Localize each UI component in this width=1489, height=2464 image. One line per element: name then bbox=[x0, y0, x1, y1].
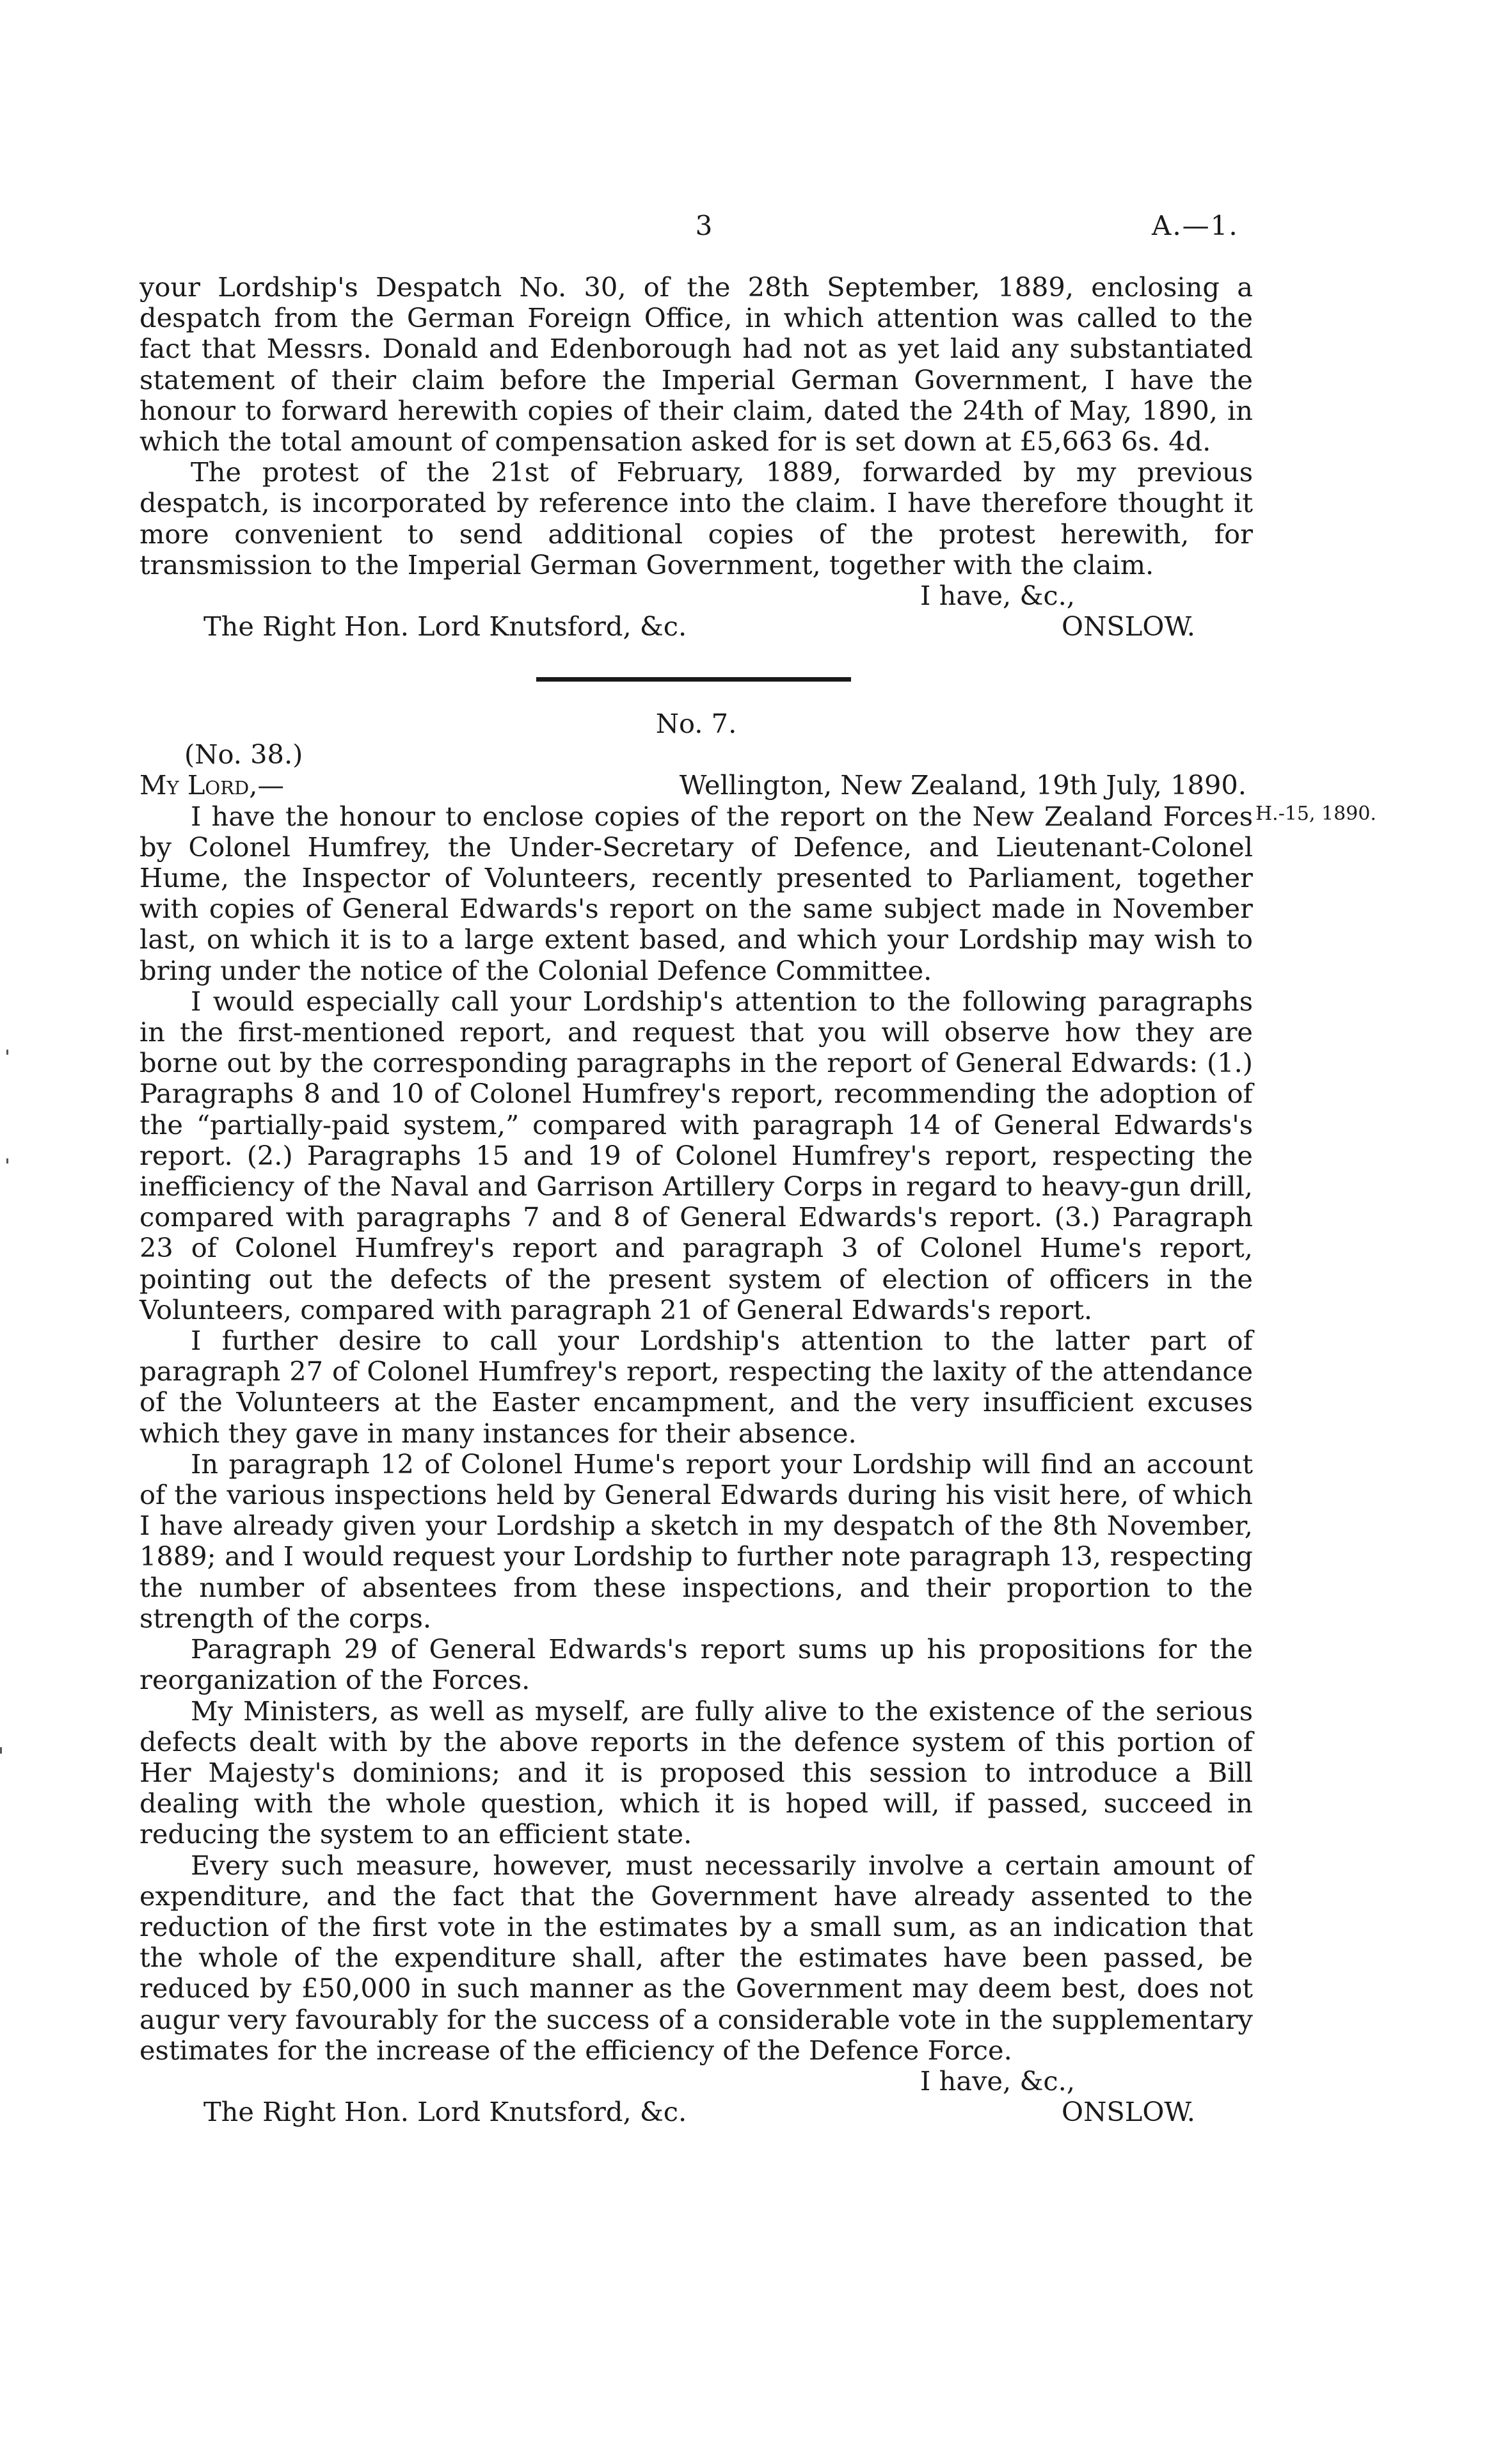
despatch-heading: No. 7. bbox=[655, 708, 737, 739]
paragraph: Paragraph 29 of General Edwards's report sums up his propositions for the reorganization of the Forces. bbox=[139, 1633, 1253, 1696]
addressee: The Right Hon. Lord Knutsford, &c. bbox=[203, 611, 687, 643]
scan-mark bbox=[6, 1158, 8, 1164]
closing-formula: I have, &c., bbox=[920, 2065, 1076, 2097]
section-divider bbox=[536, 677, 851, 682]
signature: ONSLOW. bbox=[1062, 2096, 1195, 2128]
despatch-7 bbox=[139, 708, 1253, 2127]
scan-mark bbox=[6, 1050, 8, 1055]
despatch-reference: (No. 38.) bbox=[184, 739, 303, 771]
paragraph: The protest of the 21st of February, 1889, forwarded by my previous despatch, is incorporated by reference into the claim. I have therefore thought it more convenient to send additional copies of the protest herewith, for transmission to the Imperial German Government, together with the claim. bbox=[139, 456, 1253, 580]
paragraph: I further desire to call your Lordship's attention to the latter part of paragraph 27 of Colonel Humfrey's report, respecting the laxity of the attendance of the Volunteers at the Easter encampment, and the very insufficient excuses which they gave in many instances for their absence. bbox=[139, 1325, 1253, 1449]
addressee: The Right Hon. Lord Knutsford, &c. bbox=[203, 2096, 687, 2128]
scan-mark bbox=[0, 1747, 2, 1754]
closing-formula: I have, &c., bbox=[920, 580, 1076, 612]
paragraph: I would especially call your Lordship's attention to the following paragraphs in the first-mentioned report, and request that you will observe how they are borne out by the corresponding paragraphs in the report of General Edwards: (1.) Paragraphs 8 and 10 of Colonel Humfrey's report, recommending the adoption of the “partially-paid system,” compared with paragraph 14 of General Edwards's report. (2.) Paragraphs 15 and 19 of Colonel Humfrey's report, respecting the inefficiency of the Naval and Garrison Artillery Corps in regard to heavy-gun drill, compared with paragraphs 7 and 8 of General Edwards's report. (3.) Paragraph 23 of Colonel Humfrey's report and paragraph 3 of Colonel Hume's report, pointing out the defects of the present system of election of officers in the Volunteers, compared with paragraph 21 of General Edwards's report. bbox=[139, 985, 1253, 1325]
salutation-line bbox=[139, 770, 1253, 801]
paragraph: your Lordship's Despatch No. 30, of the 28th September, 1889, enclosing a despatch from the German Foreign Office, in which attention was called to the fact that Messrs. Donald and Edenborough had not as yet laid any substantiated statement of their claim before the Imperial German Government, I have the honour to forward herewith copies of their claim, dated the 24th of May, 1890, in which the total amount of compensation asked for is set down at £5,663 6s. 4d. bbox=[139, 271, 1253, 458]
paragraph: My Ministers, as well as myself, are fully alive to the existence of the serious defects dealt with by the above reports in the defence system of this portion of Her Majesty's dominions; and it is proposed this session to introduce a Bill dealing with the whole question, which it is hoped will, if passed, succeed in reducing the system to an efficient state. bbox=[139, 1695, 1253, 1850]
margin-reference-note: H.-15, 1890. bbox=[1255, 803, 1376, 825]
despatch-6-continuation bbox=[139, 272, 1253, 642]
page-number: 3 bbox=[695, 210, 713, 241]
addressee-line bbox=[139, 611, 1253, 642]
salutation: My Lord,— bbox=[139, 769, 284, 801]
paragraph: Every such measure, however, must necessarily involve a certain amount of expenditure, and the fact that the Government have already assented to the reduction of the first vote in the estimates by a small sum, as an indication that the whole of the expenditure shall, after the estimates have been passed, be reduced by £50,000 in such manner as the Government may deem best, does not augur very favourably for the success of a considerable vote in the supplementary estimates for the increase of the efficiency of the Defence Force. bbox=[139, 1849, 1253, 2066]
paragraph: In paragraph 12 of Colonel Hume's report your Lordship will find an account of the various inspections held by General Edwards during his visit here, of which I have already given your Lordship a sketch in my despatch of the 8th November, 1889; and I would request your Lordship to further note paragraph 13, respecting the number of absentees from these inspections, and their proportion to the strength of the corps. bbox=[139, 1448, 1253, 1634]
place-and-date: Wellington, New Zealand, 19th July, 1890. bbox=[679, 769, 1246, 801]
document-code: A.—1. bbox=[1152, 210, 1239, 241]
signature: ONSLOW. bbox=[1062, 611, 1195, 643]
paragraph: I have the honour to enclose copies of the report on the New Zealand Forces by Colonel Humfrey, the Under-Secretary of Defence, and Lieutenant-Colonel Hume, the Inspector of Volunteers, recently presented to Parliament, together with copies of General Edwards's report on the same subject made in November last, on which it is to a large extent based, and which your Lordship may wish to bring under the notice of the Colonial Defence Committee. bbox=[139, 800, 1253, 986]
addressee-line bbox=[139, 2097, 1253, 2127]
